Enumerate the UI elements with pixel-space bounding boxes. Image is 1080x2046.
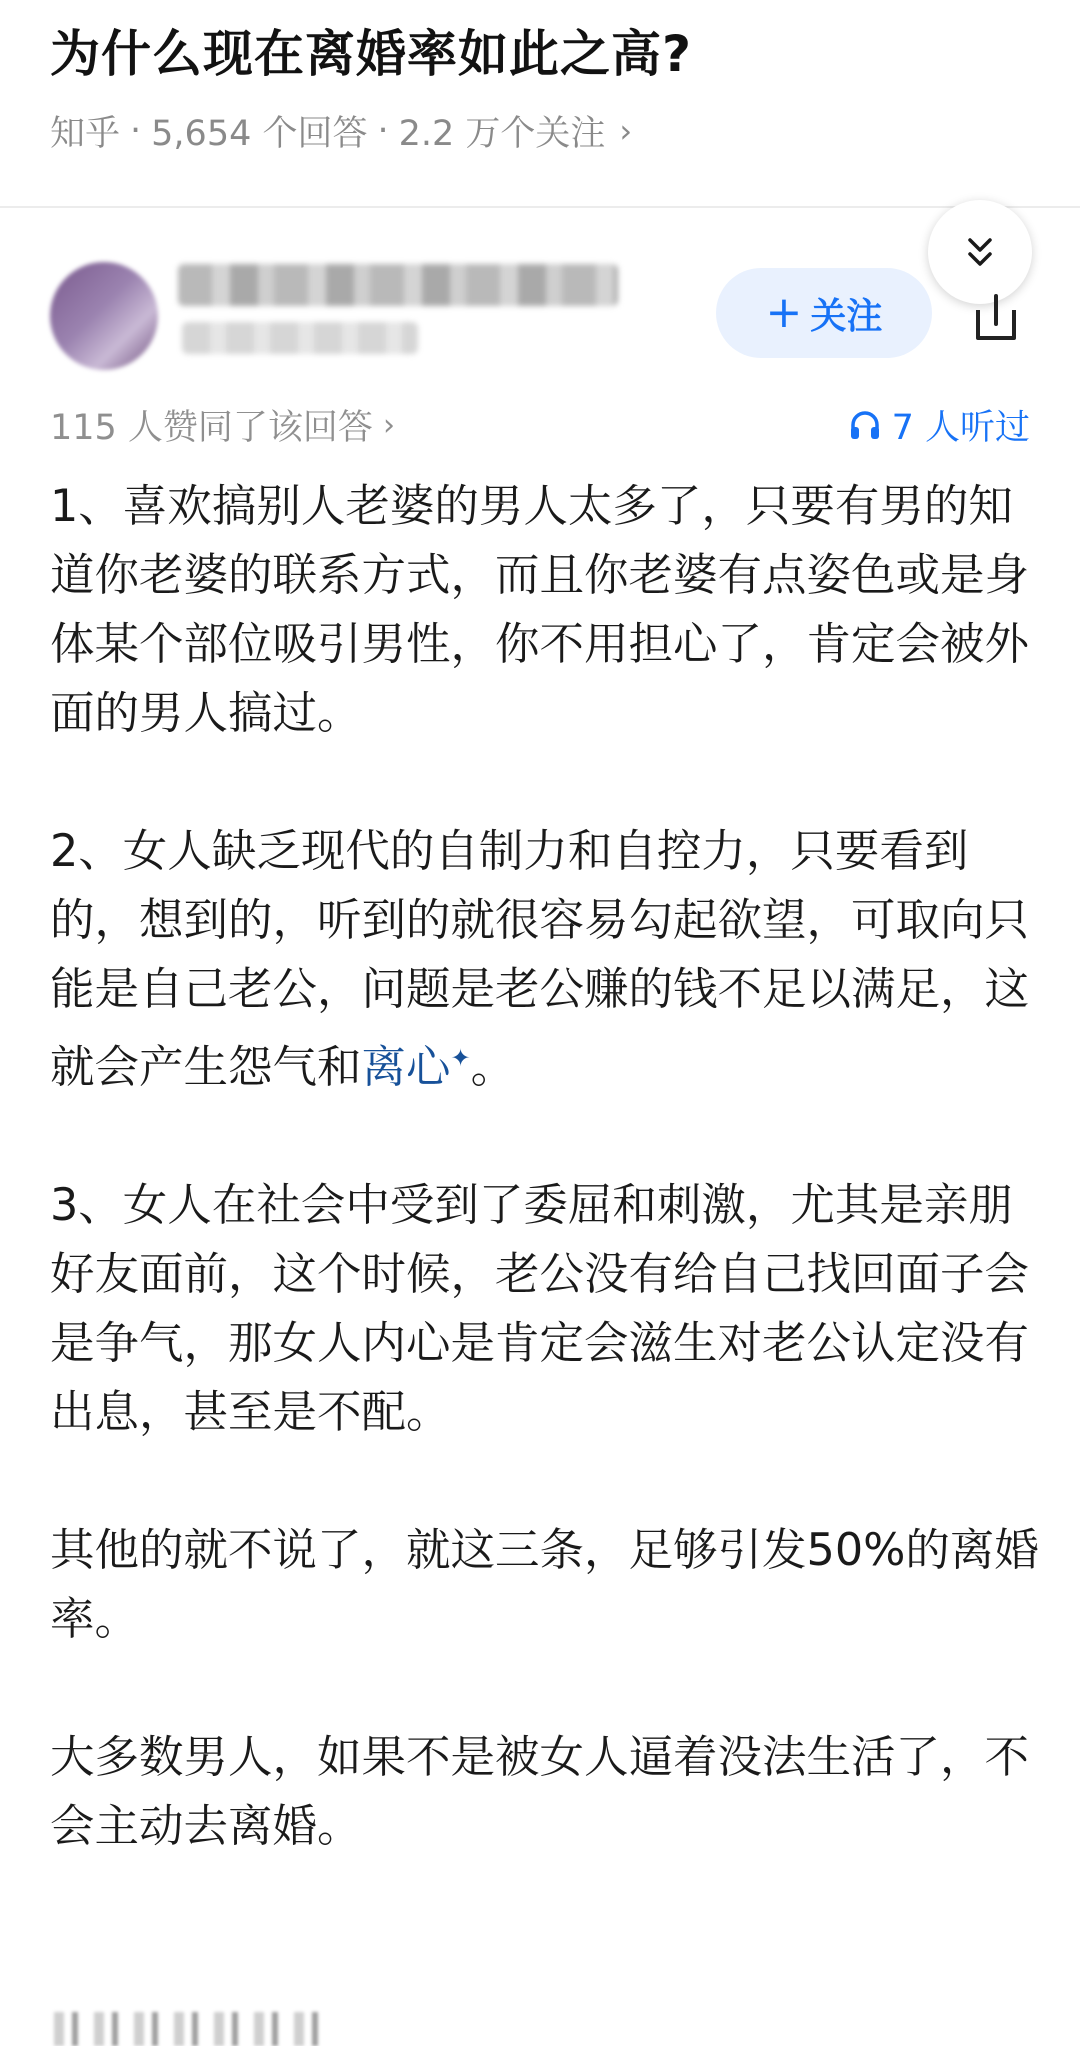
paragraph-end: 。 <box>470 1041 516 1093</box>
chevron-right-icon: › <box>619 112 633 150</box>
followers-count: 2.2 万个关注 <box>398 114 606 154</box>
listen-row[interactable] <box>848 400 1030 450</box>
sparkle-icon: ✦ <box>450 1044 471 1072</box>
answer-paragraph: 3、女人在社会中受到了委屈和刺激，尤其是亲朋好友面前，这个时候，老公没有给自己找回面子会是争气，那女人内心是肯定会滋生对老公认定没有出息，甚至是不配。 <box>50 1179 1030 1438</box>
bottom-blurred-text <box>54 2012 324 2046</box>
answer-paragraph: 1、喜欢搞别人老婆的男人太多了，只要有男的知道你老婆的联系方式，而且你老婆有点姿色或是身体某个部位吸引男性，你不用担心了，肯定会被外面的男人搞过。 <box>50 481 1030 739</box>
inline-search-link[interactable]: 离心 <box>361 1041 451 1093</box>
answer-paragraph <box>50 817 1040 1102</box>
follow-label: 关注 <box>810 295 883 337</box>
listened-text: 7 人听过 <box>891 408 1030 448</box>
double-chevron-down-icon <box>960 232 1000 272</box>
author-headline-blurred <box>182 322 418 354</box>
collapse-button[interactable] <box>928 200 1032 304</box>
author-avatar[interactable] <box>50 262 158 370</box>
paragraph-text: 2、女人缺乏现代的自制力和自控力，只要看到的，想到的，听到的就很容易勾起欲望，可取向只能是自己老公，问题是老公赚的钱不足以满足，这就会产生怨气和 <box>50 826 1030 1093</box>
answer-paragraph: 其他的就不说了，就这三条，足够引发50%的离婚率。 <box>50 1524 1039 1645</box>
votes-text: 115 人赞同了该回答 <box>50 408 373 448</box>
answers-count: 5,654 个回答 <box>151 114 368 154</box>
follow-button[interactable] <box>716 268 932 358</box>
author-name-blurred[interactable] <box>178 264 618 306</box>
share-icon[interactable] <box>968 290 1024 346</box>
headphones-icon <box>848 408 882 442</box>
answer-content <box>50 472 1040 1930</box>
header-divider <box>0 206 1080 208</box>
plus-icon: + <box>765 287 803 338</box>
question-header <box>0 0 1080 206</box>
votes-row[interactable] <box>50 400 395 450</box>
source-label: 知乎 <box>50 114 121 154</box>
chevron-right-icon: › <box>382 407 395 443</box>
meta-separator: · <box>377 111 389 151</box>
meta-separator: · <box>130 111 142 151</box>
question-title[interactable]: 为什么现在离婚率如此之高? <box>50 25 693 83</box>
question-meta[interactable] <box>50 106 632 156</box>
answer-paragraph: 大多数男人，如果不是被女人逼着没法生活了，不会主动去离婚。 <box>50 1731 1030 1852</box>
